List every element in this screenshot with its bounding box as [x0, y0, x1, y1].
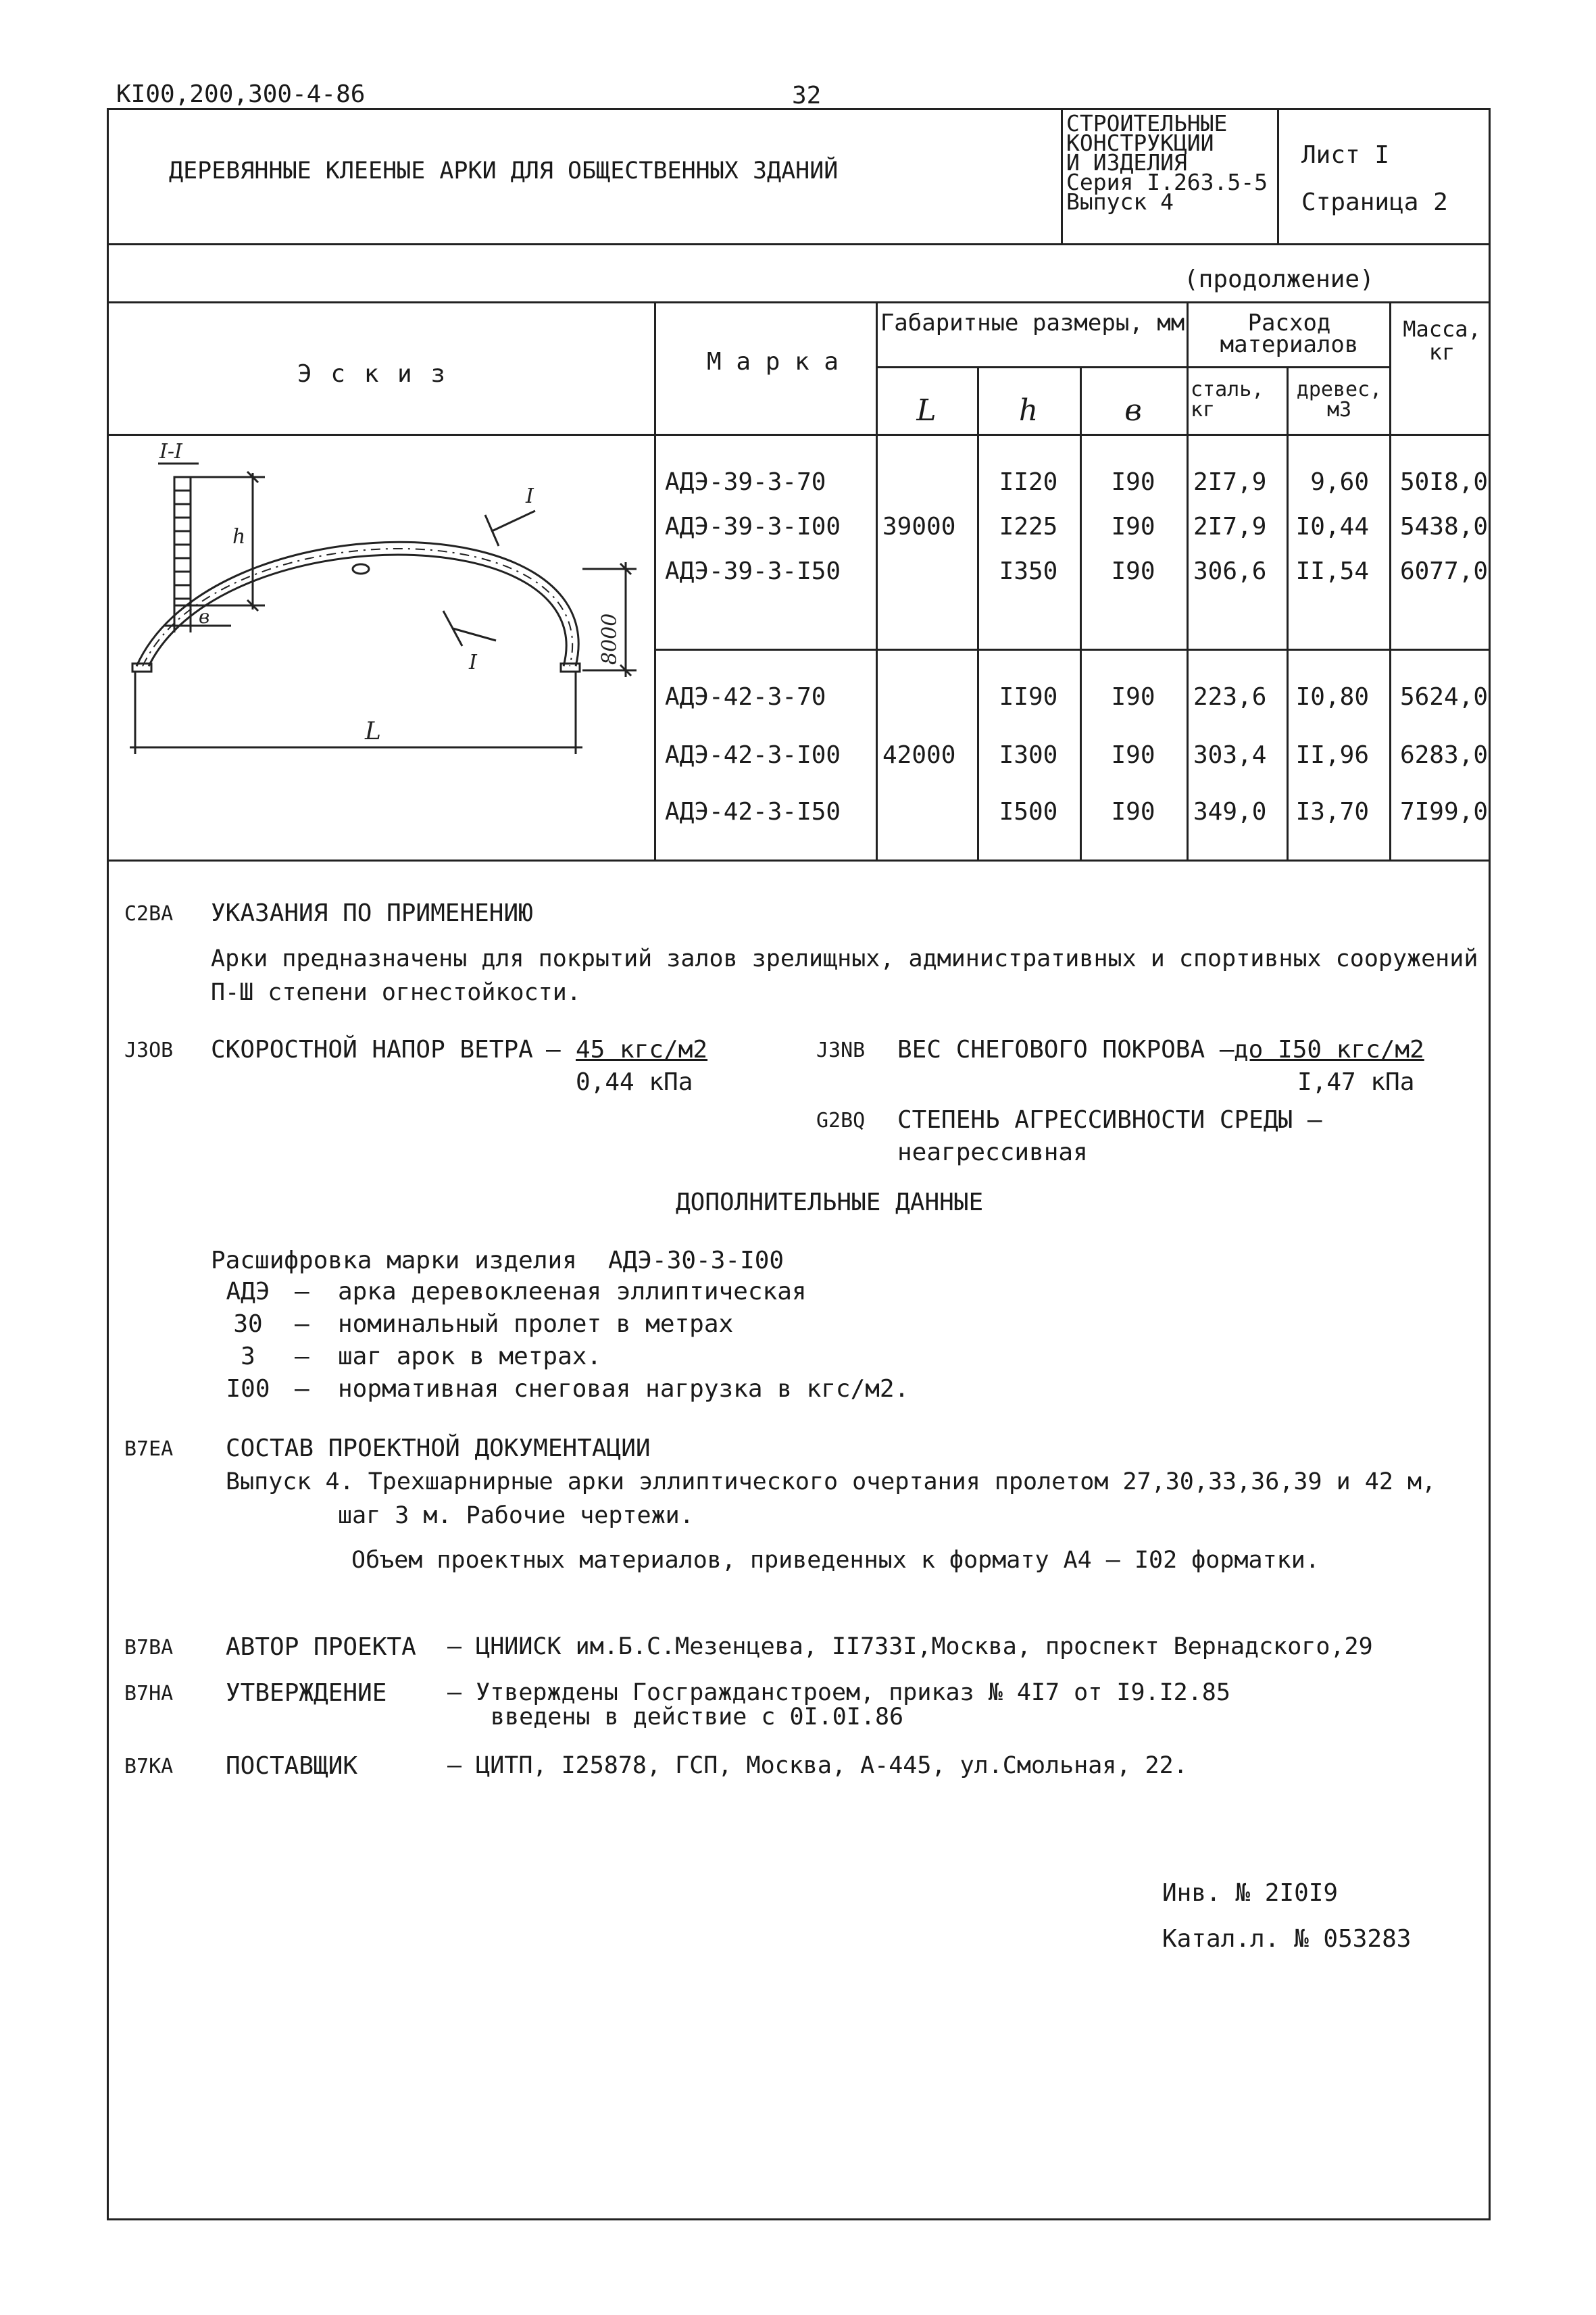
document-title: ДЕРЕВЯННЫЕ КЛЕЕНЫЕ АРКИ ДЛЯ ОБЩЕСТВЕННЫХ ЗДАНИЙ [169, 157, 839, 184]
extra-data-title: ДОПОЛНИТЕЛЬНЫЕ ДАННЫЕ [676, 1189, 984, 1216]
dims-header: Габаритные размеры, мм [880, 309, 1185, 337]
approval-text-2: введены в действие с 0I.0I.86 [491, 1703, 904, 1731]
inventory-number: Инв. № 2I0I9 [1162, 1879, 1339, 1907]
steel-cell: 2I7,9 [1193, 513, 1267, 541]
steel-cell: 2I7,9 [1193, 468, 1267, 496]
code-b7ba: В7ВА [124, 1636, 174, 1660]
mark-cell: АДЭ-39-3-I00 [665, 513, 841, 541]
mark-cell: АДЭ-39-3-I50 [665, 557, 841, 585]
mass-cell: 7I99,0 [1399, 798, 1488, 826]
mass-cell: 5624,0 [1399, 683, 1488, 711]
category-block [1066, 110, 1268, 215]
span-label: L [365, 718, 381, 745]
h-label: h [232, 525, 246, 549]
steel-cell: 349,0 [1193, 798, 1267, 826]
crown-hinge [353, 564, 369, 574]
h-cell: II20 [999, 468, 1058, 496]
h-cell: I225 [999, 513, 1058, 541]
arch-sketch [109, 437, 653, 858]
wind-value: 45 кгс/м2 [576, 1036, 708, 1064]
supplier-label: ПОСТАВЩИК [226, 1752, 358, 1780]
b-cell: I90 [1111, 557, 1155, 585]
sketch-header: Э с к и з [297, 360, 446, 388]
section-label: I-I [159, 440, 182, 464]
cut-label-bottom: I [469, 651, 477, 674]
mass-cell: 6077,0 [1399, 557, 1488, 585]
mass-cell: 5438,0 [1399, 513, 1488, 541]
wind-kpa: 0,44 кПа [576, 1068, 693, 1096]
supplier-value: – ЦИТП, I25878, ГСП, Москва, А-445, ул.Смольная, 22. [447, 1752, 1188, 1779]
docs-text-1: Выпуск 4. Трехшарнирные арки эллиптического очертания пролетом 27,30,33,36,39 и 42 м, [226, 1468, 1437, 1495]
dims-b-header: в [1124, 393, 1142, 428]
decode-mark: АДЭ-30-3-I00 [608, 1247, 784, 1274]
dims-h-header: h [1018, 393, 1039, 428]
arch-outer [136, 542, 578, 666]
code-j30b: J3ОВ [124, 1039, 174, 1062]
decode-key: 3 [241, 1343, 255, 1370]
category-line: СТРОИТЕЛЬНЫЕ [1066, 110, 1228, 136]
wood-cell: II,54 [1295, 557, 1369, 585]
page-number: 32 [792, 82, 822, 109]
b-cell: I90 [1111, 468, 1155, 496]
materials-header: Расход материалов [1220, 309, 1359, 358]
b-cell: I90 [1111, 683, 1155, 711]
decode-key: 30 [233, 1310, 263, 1338]
mark-cell: АДЭ-42-3-70 [665, 683, 826, 711]
catalog-number: Катал.л. № 053283 [1162, 1925, 1412, 1953]
decode-text: шаг арок в метрах. [338, 1343, 602, 1370]
decode-label: Расшифровка марки изделия [211, 1247, 577, 1274]
decode-dash: – [295, 1278, 309, 1305]
mark-cell: АДЭ-42-3-I50 [665, 798, 841, 826]
decode-text: арка деревоклееная эллиптическая [338, 1278, 807, 1305]
mass-cell: 6283,0 [1399, 741, 1488, 769]
snow-label: ВЕС СНЕГОВОГО ПОКРОВА – [897, 1036, 1235, 1064]
height-label: 8000 [598, 613, 622, 665]
b-cell: I90 [1111, 741, 1155, 769]
wood-header: древес, м3 [1296, 378, 1382, 422]
b-label: в [199, 605, 210, 628]
h-cell: I300 [999, 741, 1058, 769]
steel-cell: 303,4 [1193, 741, 1267, 769]
author-value: – ЦНИИСК им.Б.С.Мезенцева, II733I,Москва, проспект Вернадского,29 [447, 1633, 1373, 1660]
continuation-label: (продолжение) [1184, 266, 1374, 293]
docs-text-2: шаг 3 м. Рабочие чертежи. [338, 1502, 694, 1529]
snow-value: до I50 кгс/м2 [1234, 1036, 1424, 1064]
code-c2ba: С2ВА [124, 902, 174, 926]
decode-dash: – [295, 1375, 309, 1403]
sheet-number: Лист I [1301, 141, 1390, 169]
aggressiveness-label: СТЕПЕНЬ АГРЕССИВНОСТИ СРЕДЫ – [897, 1106, 1322, 1134]
h-cell: I350 [999, 557, 1058, 585]
b-cell: I90 [1111, 513, 1155, 541]
decode-text: нормативная снеговая нагрузка в кгс/м2. [338, 1375, 909, 1403]
h-cell: II90 [999, 683, 1058, 711]
decode-dash: – [295, 1343, 309, 1370]
page-label: Страница 2 [1301, 189, 1448, 216]
span-39000: 39000 [882, 513, 956, 541]
decode-text: номинальный пролет в метрах [338, 1310, 734, 1338]
wood-cell: II,96 [1295, 741, 1369, 769]
mark-cell: АДЭ-42-3-I00 [665, 741, 841, 769]
approval-label: УТВЕРЖДЕНИЕ [226, 1679, 387, 1707]
usage-title: УКАЗАНИЯ ПО ПРИМЕНЕНИЮ [211, 899, 533, 927]
wood-cell: I3,70 [1295, 798, 1369, 826]
decode-key: I00 [226, 1375, 270, 1403]
code-b7ea: В7ЕА [124, 1437, 174, 1461]
decode-key: АДЭ [226, 1278, 270, 1305]
steel-cell: 223,6 [1193, 683, 1267, 711]
usage-text-1: Арки предназначены для покрытий залов зрелищных, административных и спортивных сооружений [211, 945, 1478, 972]
wood-cell: 9,60 [1310, 468, 1369, 496]
span-42000: 42000 [882, 741, 956, 769]
document-code: КI00,200,300-4-86 [116, 80, 366, 108]
snow-kpa: I,47 кПа [1297, 1068, 1415, 1096]
code-g2bq: G2BQ [816, 1109, 866, 1132]
category-line: КОНСТРУКЦИИ [1066, 130, 1214, 156]
dims-l-header: L [916, 393, 937, 428]
wood-cell: I0,44 [1295, 513, 1369, 541]
wind-label: СКОРОСТНОЙ НАПОР ВЕТРА [211, 1036, 533, 1064]
steel-cell: 306,6 [1193, 557, 1267, 585]
code-j3nb: J3NB [816, 1039, 866, 1062]
code-b7ha: В7НА [124, 1682, 174, 1706]
cut-label-top: I [526, 484, 534, 508]
mark-cell: АДЭ-39-3-70 [665, 468, 826, 496]
mark-header: М а р к а [707, 348, 839, 376]
aggressiveness-value: неагрессивная [897, 1139, 1088, 1166]
docs-text-3: Объем проектных материалов, приведенных к формату А4 – I02 форматки. [351, 1547, 1320, 1574]
steel-header: сталь, кг [1191, 378, 1264, 422]
code-b7ka: В7КА [124, 1755, 174, 1778]
wood-cell: I0,80 [1295, 683, 1369, 711]
docs-title: СОСТАВ ПРОЕКТНОЙ ДОКУМЕНТАЦИИ [226, 1435, 651, 1462]
issue-line: Выпуск 4 [1066, 189, 1174, 215]
series-line: Серия I.263.5-5 [1066, 169, 1268, 195]
wind-dash: – [546, 1036, 561, 1064]
mass-cell: 50I8,0 [1399, 468, 1488, 496]
category-line: И ИЗДЕЛИЯ [1066, 149, 1187, 176]
usage-text-2: П-Ш степени огнестойкости. [211, 979, 581, 1006]
b-cell: I90 [1111, 798, 1155, 826]
decode-dash: – [295, 1310, 309, 1338]
arch-inner [149, 555, 566, 666]
h-cell: I500 [999, 798, 1058, 826]
mass-header: Масса, кг [1403, 316, 1481, 365]
author-label: АВТОР ПРОЕКТА [226, 1633, 416, 1661]
approval-text-1: – Утверждены Госгражданстроем, приказ № 4I7 от I9.I2.85 [447, 1679, 1230, 1706]
